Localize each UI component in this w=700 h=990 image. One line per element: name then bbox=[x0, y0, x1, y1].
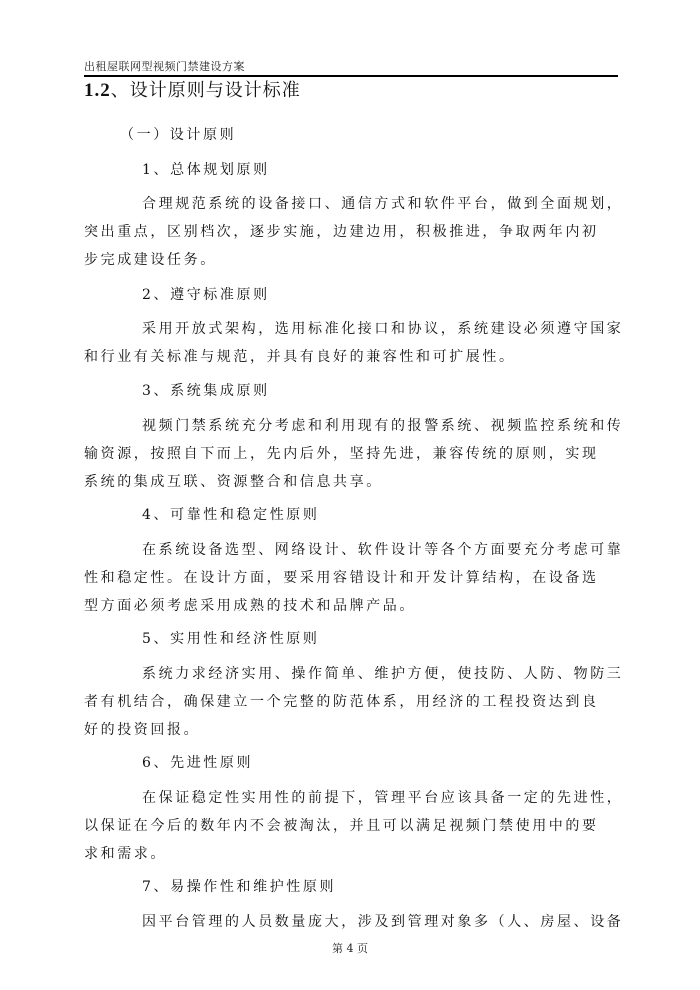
header-rule bbox=[84, 75, 618, 77]
paragraph-line: 系统力求经济实用、操作简单、维护方便，使技防、人防、物防三 bbox=[142, 666, 624, 682]
paragraph-line: 输资源，按照自下而上，先内后外，坚持先进，兼容传统的原则，实现 bbox=[84, 446, 599, 462]
page-header: 出租屋联网型视频门禁建设方案 bbox=[84, 60, 245, 73]
item-heading: 6、先进性原则 bbox=[142, 755, 254, 771]
item-heading: 2、遵守标准原则 bbox=[142, 287, 270, 303]
paragraph-line: 系统的集成互联、资源整合和信息共享。 bbox=[84, 474, 383, 490]
paragraph-line: 性和稳定性。在设计方面，要采用容错设计和开发计算结构，在设备选 bbox=[84, 570, 599, 586]
paragraph-line: 在系统设备选型、网络设计、软件设计等各个方面要充分考虑可靠 bbox=[142, 542, 624, 558]
page-footer: 第 4 页 bbox=[332, 942, 368, 955]
item-heading: 3、系统集成原则 bbox=[142, 383, 270, 399]
paragraph-line: 以保证在今后的数年内不会被淘汰，并且可以满足视频门禁使用中的要 bbox=[84, 818, 599, 834]
paragraph-line: 和行业有关标准与规范，并具有良好的兼容性和可扩展性。 bbox=[84, 349, 516, 365]
section-title-text: 、设计原则与设计标准 bbox=[110, 80, 301, 101]
paragraph-line: 突出重点，区别档次，逐步实施，边建边用，积极推进，争取两年内初 bbox=[84, 224, 599, 240]
paragraph-line: 视频门禁系统充分考虑和利用现有的报警系统、视频监控系统和传 bbox=[142, 418, 624, 434]
paragraph-line: 因平台管理的人员数量庞大，涉及到管理对象多（人、房屋、设备 bbox=[142, 914, 624, 930]
paragraph-line: 型方面必须考虑采用成熟的技术和品牌产品。 bbox=[84, 598, 416, 614]
paragraph-line: 者有机结合，确保建立一个完整的防范体系，用经济的工程投资达到良 bbox=[84, 694, 599, 710]
item-heading: 4、可靠性和稳定性原则 bbox=[142, 507, 320, 523]
paragraph-line: 合理规范系统的设备接口、通信方式和软件平台，做到全面规划， bbox=[142, 196, 624, 212]
paragraph-line: 在保证稳定性实用性的前提下，管理平台应该具备一定的先进性， bbox=[142, 790, 624, 806]
section-title bbox=[84, 78, 301, 104]
section-number: 1.2 bbox=[84, 80, 111, 101]
paragraph-line: 采用开放式架构，选用标准化接口和协议，系统建设必须遵守国家 bbox=[142, 321, 624, 337]
item-heading: 1、总体规划原则 bbox=[142, 162, 270, 178]
subsection-heading: （一）设计原则 bbox=[120, 127, 237, 143]
paragraph-line: 好的投资回报。 bbox=[84, 722, 201, 738]
paragraph-line: 步完成建设任务。 bbox=[84, 252, 217, 268]
item-heading: 5、实用性和经济性原则 bbox=[142, 631, 320, 647]
item-heading: 7、易操作性和维护性原则 bbox=[142, 879, 337, 895]
paragraph-line: 求和需求。 bbox=[84, 846, 167, 862]
